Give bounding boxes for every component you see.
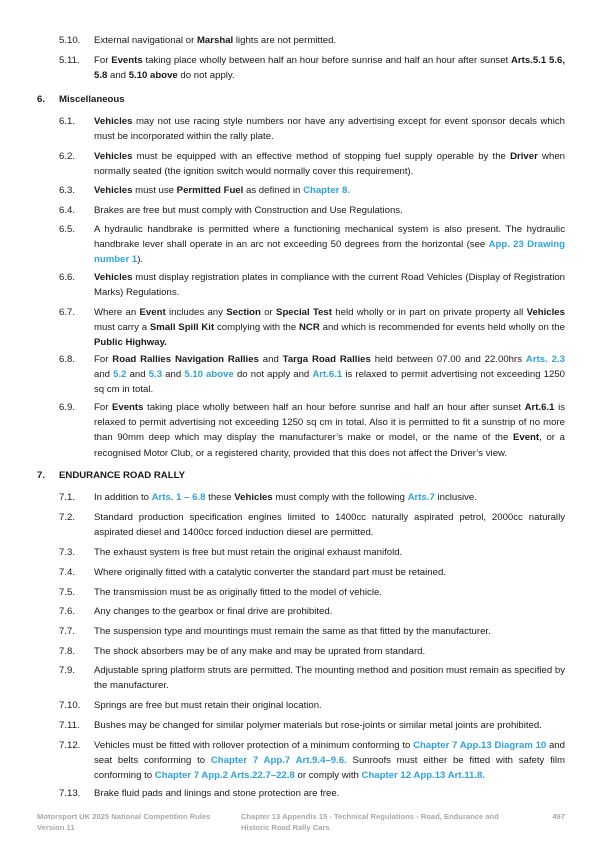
rule-text: The suspension type and mountings must remain the same as that fitted by the manufacturer. [94, 626, 491, 637]
rule-number: 7.1. [59, 492, 76, 503]
cross-reference-link[interactable]: Chapter 12 App.13 Art.11.8. [361, 770, 486, 782]
defined-term: Vehicles [234, 492, 273, 503]
rule-text: Any changes to the gearbox or final drive are prohibited. [94, 606, 333, 617]
defined-term: Special Test [276, 307, 332, 318]
defined-term: Public Highway. [94, 337, 167, 349]
defined-term: Marshal [196, 35, 234, 46]
defined-term: Section [226, 307, 261, 318]
defined-term: Vehicles [94, 272, 133, 283]
rule-text: Adjustable spring platform struts are permitted. The mounting method and position must remain as specified by the manufacturer. [94, 665, 565, 692]
defined-term: Vehicles [94, 116, 133, 127]
cross-reference-link[interactable]: App. 23 Drawing number 1 [94, 239, 565, 266]
rule-number: 6.7. [59, 307, 76, 318]
rule-text: Brakes are free but must comply with Construction and Use Regulations. [94, 205, 403, 216]
rule-text: Vehicles must use Permitted Fuel as defined in Chapter 8. [94, 185, 350, 196]
defined-term: Vehicles [94, 185, 133, 196]
rule-text: Vehicles must display registration plates in compliance with the current Road Vehicles (Display of Registration Marks) Regulations. [94, 272, 565, 299]
rule-text: The transmission must be as originally fitted to the model of vehicle. [94, 587, 382, 598]
rule-number: 6.1. [59, 116, 76, 127]
cross-reference-link[interactable]: Arts. 1 – 6.8 [151, 492, 206, 503]
rule-text: For Events taking place wholly between half an hour before sunrise and half an hour after sunset Arts.5.1 5.6, 5.8 and 5.10 above do not apply. [94, 55, 565, 82]
section-heading-6 [37, 92, 125, 107]
defined-term: Event [139, 307, 166, 318]
rule-text: Bushes may be changed for similar polymer materials but rose-joints or similar metal joints are prohibited. [94, 720, 542, 731]
rule-number: 7.12. [59, 740, 81, 751]
rule-number: 5.10. [59, 35, 81, 46]
rule-number: 6.8. [59, 354, 76, 365]
rule-number: 7.13. [59, 788, 81, 799]
rule-number: 7.4. [59, 567, 76, 578]
rule-number: 6.9. [59, 402, 76, 413]
rule-number: 7.5. [59, 587, 76, 598]
rule-text: For Events taking place wholly between half an hour before sunrise and half an hour after sunset Art.6.1 is relaxed to permit advertising not exceeding 1250 sq cm in total. Also it is permitted to fit a sunstrip of no more than 90mm deep which may display the manufacturer’s make or model, or the name of the Event, or a recognised Motor Club, or a registered charity, provided that this does not affect the Driver’s view. [94, 402, 566, 459]
defined-term: Events [111, 402, 144, 413]
footer-publication: Motorsport UK 2025 National Competition Rules Version 11 [37, 812, 211, 832]
cross-reference-link[interactable]: Arts.7 [407, 492, 435, 503]
rule-number: 7.2. [59, 512, 76, 523]
section-heading-7 [37, 468, 185, 483]
rule-text: Standard production specification engines limited to 1400cc naturally aspirated petrol, 2000cc naturally aspirated diesel and 1400cc forced induction diesel are permitted. [94, 512, 565, 539]
cross-reference-link[interactable]: Chapter 8. [303, 185, 350, 196]
rule-number: 6.4. [59, 205, 76, 216]
defined-term: Driver [510, 151, 538, 162]
cross-reference-link[interactable]: Art.6.1 [312, 369, 343, 381]
defined-term: Small Spill Kit [149, 322, 215, 334]
defined-term: Arts.5.1 5.6, 5.8 [94, 55, 565, 82]
defined-term: Targa Road Rallies [282, 354, 371, 365]
defined-term: Road Rallies Navigation Rallies [112, 354, 259, 365]
cross-reference-link[interactable]: 5.2 [113, 369, 127, 381]
cross-reference-link[interactable]: Arts. 2.3 [525, 354, 565, 365]
rule-text: A hydraulic handbrake is permitted where a functioning mechanical system is also present. The hydraulic handbrake lever shall operate in an arc not exceeding 50 degrees from the horizontal (see App. 23 Drawing number 1). [94, 224, 565, 266]
footer-chapter-title: Chapter 13 Appendix 15 - Technical Regulations - Road, Endurance and Historic Road Rally Cars [241, 812, 499, 832]
rule-text: Springs are free but must retain their original location. [94, 700, 322, 711]
rule-number: 7.11. [59, 720, 80, 731]
rule-text: For Road Rallies Navigation Rallies and Targa Road Rallies held between 07.00 and 22.00hrs Arts. 2.3 and 5.2 and 5.3 and 5.10 above do not apply and Art.6.1 is relaxed to permit advertising not exceeding 1250 sq cm in total. [94, 354, 565, 396]
page-number: 497 [552, 812, 565, 821]
defined-term: Event [512, 432, 540, 444]
cross-reference-link[interactable]: Chapter 7 App.7 Art.9.4–9.6. [210, 755, 347, 767]
cross-reference-link[interactable]: 5.3 [148, 369, 163, 381]
section-number: 7. [37, 470, 46, 481]
rule-number: 7.7. [59, 626, 76, 637]
rule-number: 6.2. [59, 151, 76, 162]
rule-number: 7.10. [59, 700, 81, 711]
cross-reference-link[interactable]: Chapter 7 App.2 Arts.22.7–22.8 [154, 770, 295, 782]
rule-number: 6.5. [59, 224, 76, 235]
section-title: Miscellaneous [59, 94, 125, 105]
defined-term: 5.10 above [128, 70, 178, 82]
defined-term: NCR [299, 322, 320, 334]
rule-text: Where originally fitted with a catalytic converter the standard part must be retained. [94, 567, 446, 578]
rule-number: 5.11. [59, 55, 80, 66]
rule-number: 7.9. [59, 665, 76, 676]
section-title: ENDURANCE ROAD RALLY [59, 470, 185, 481]
defined-term: Art.6.1 [524, 402, 555, 413]
rule-number: 7.6. [59, 606, 76, 617]
rule-text: The exhaust system is free but must retain the original exhaust manifold. [94, 547, 403, 558]
defined-term: Vehicles [94, 151, 133, 162]
cross-reference-link[interactable]: 5.10 above [184, 369, 234, 381]
rule-number: 6.6. [59, 272, 76, 283]
rule-text: External navigational or Marshal lights are not permitted. [94, 35, 337, 46]
section-number: 6. [37, 94, 46, 105]
defined-term: Vehicles [526, 307, 565, 318]
rule-text: Vehicles must be equipped with an effective method of stopping fuel supply operable by the Driver when normally seated (the ignition switch would normally cover this requirement). [94, 151, 565, 178]
rule-text: Brake fluid pads and linings and stone protection are free. [94, 788, 340, 799]
rule-number: 6.3. [59, 185, 76, 196]
defined-term: Events [111, 55, 143, 66]
rule-text: Vehicles must be fitted with rollover protection of a minimum conforming to Chapter 7 App.13 Diagram 10 and seat belts conforming to Chapter 7 App.7 Art.9.4–9.6. Sunroofs must either be fitted with safety film conforming to Chapter 7 App.2 Arts.22.7–22.8 or comply with Chapter 12 App.13 Art.11.8. [94, 740, 565, 782]
rule-number: 7.3. [59, 547, 76, 558]
rule-text: Vehicles may not use racing style numbers nor have any advertising except for event sponsor decals which must be incorporated within the rally plate. [94, 116, 565, 143]
rule-number: 7.8. [59, 646, 76, 657]
defined-term: Permitted Fuel [176, 185, 244, 196]
rule-text: The shock absorbers may be of any make and may be uprated from standard. [94, 646, 426, 657]
rule-text: Where an Event includes any Section or Special Test held wholly or in part on private property all Vehicles must carry a Small Spill Kit complying with the NCR and which is recommended for events held wholly on the Public Highway. [94, 307, 565, 349]
cross-reference-link[interactable]: Chapter 7 App.13 Diagram 10 [413, 740, 547, 751]
rule-text: In addition to Arts. 1 – 6.8 these Vehicles must comply with the following Arts.7 inclusive. [94, 492, 477, 503]
